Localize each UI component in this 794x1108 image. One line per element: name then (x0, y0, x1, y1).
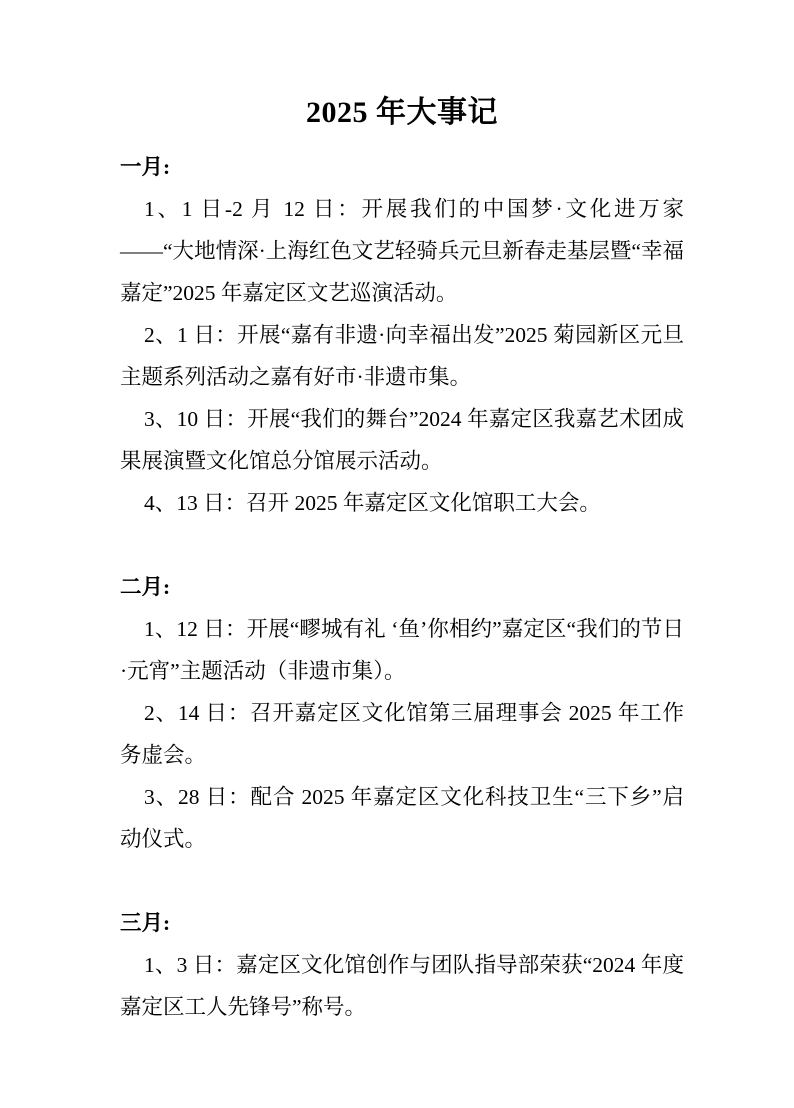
month-heading-january: 一月: (120, 155, 171, 179)
document-title: 2025 年大事记 (306, 96, 498, 129)
event-item-february-3: 3、28 日：配合 2025 年嘉定区文化科技卫生“三下乡”启动仪式。 (120, 785, 684, 851)
event-item-january-3: 3、10 日：开展“我们的舞台”2024 年嘉定区我嘉艺术团成果展演暨文化馆总分馆展示活动。 (120, 407, 684, 473)
event-item-february-1: 1、12 日：开展“疁城有礼 ‘鱼’你相约”嘉定区“我们的节日·元宵”主题活动（非遗市集）。 (120, 617, 684, 683)
event-item-january-4: 4、13 日：召开 2025 年嘉定区文化馆职工大会。 (144, 491, 601, 515)
month-heading-february: 二月: (120, 575, 171, 599)
section-march (120, 902, 684, 1028)
event-item-february-2: 2、14 日：召开嘉定区文化馆第三届理事会 2025 年工作务虚会。 (120, 701, 684, 767)
month-heading-march: 三月: (120, 911, 171, 935)
section-february (120, 566, 684, 860)
event-item-january-2: 2、1 日：开展“嘉有非遗·向幸福出发”2025 菊园新区元旦主题系列活动之嘉有好市·非遗市集。 (120, 323, 684, 389)
event-item-january-1: 1、1 日-2 月 12 日：开展我们的中国梦·文化进万家——“大地情深·上海红色文艺轻骑兵元旦新春走基层暨“幸福嘉定”2025 年嘉定区文艺巡演活动。 (120, 197, 684, 305)
event-item-march-1: 1、3 日：嘉定区文化馆创作与团队指导部荣获“2024 年度嘉定区工人先锋号”称号。 (120, 953, 684, 1019)
section-january (120, 146, 684, 524)
